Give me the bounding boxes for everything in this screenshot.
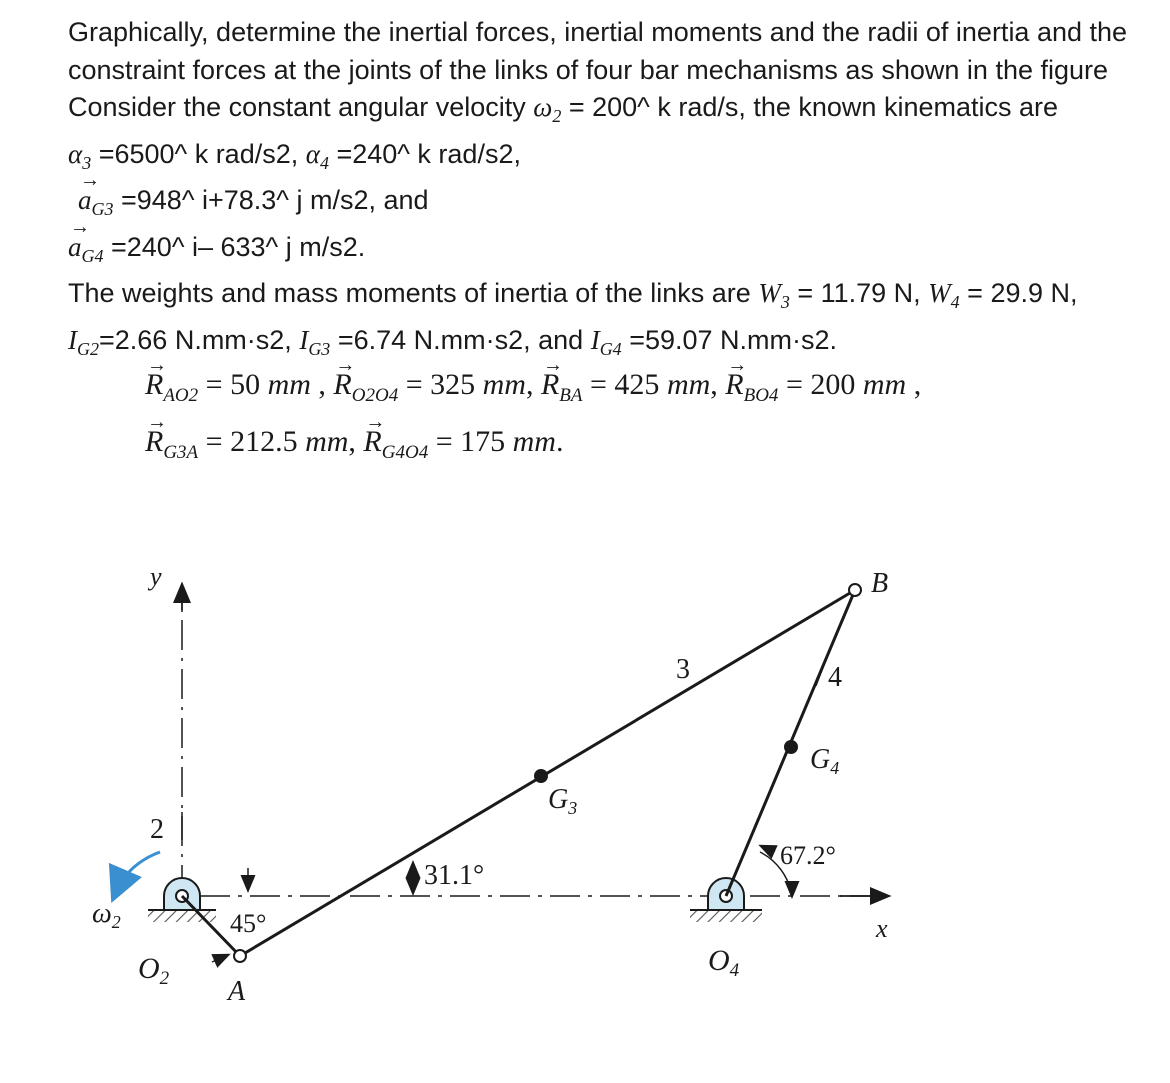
link-3 — [240, 590, 855, 956]
ground-o4 — [690, 910, 762, 922]
dim-r-g4o4: → $R_{G4O4} = 175$ mm. — [363, 425, 563, 458]
pivot-o2 — [164, 878, 200, 910]
g3-label: $G_3$ — [548, 784, 578, 818]
dim-r-ba: → $R_{BA} = 425$ mm, — [541, 368, 725, 401]
link-3-label: 3 — [676, 654, 690, 685]
omega-label: $\omega_2$ — [92, 898, 121, 932]
omega-arrow-icon — [116, 852, 160, 892]
dim-r-ao2: → $R_{AO2} = 50$ mm , — [145, 368, 333, 401]
angular-velocity-line: Consider the constant angular velocity $\omega_2$ = 200^ k rad/s, the known kinematics are — [68, 92, 1059, 126]
properties-line: The weights and mass moments of inertia of the links are $W_3 = 11.79$ N, $W_4 = 29.9$ N, $I_{G2}=2.66$ N.mm·s2, $I_{G3} =6.74$ N.mm·s2, and $I_{G4} =59.07$ N.mm·s2. — [68, 278, 1078, 359]
center-of-mass-g4 — [784, 740, 798, 754]
four-bar-mechanism-figure — [0, 540, 1170, 1080]
dim-r-g3a: → $R_{G3A} = 212.5$ mm, — [145, 425, 363, 458]
o4-label: $O_4$ — [708, 944, 740, 981]
g4-label: $G_4$ — [810, 744, 840, 778]
link-dimensions — [145, 362, 1155, 476]
o2-label: $O_2$ — [138, 952, 170, 989]
y-axis-label: y — [150, 562, 162, 591]
svg-text:45°: 45° — [230, 909, 267, 938]
angle-45-annotation — [212, 868, 266, 962]
angular-acceleration-line: $\alpha_3$ =6500^ k rad/s2, $\alpha_4$ =240^ k rad/s2, — [68, 138, 521, 173]
dimensions-line-1 — [145, 362, 1155, 419]
link-4-label: 4 — [828, 662, 842, 693]
b-label: B — [871, 568, 889, 599]
svg-text:31.1°: 31.1° — [424, 860, 485, 891]
problem-intro: Graphically, determine the inertial forces, inertial moments and the radii of inertia and the constraint forces at the joints of the links of four bar mechanisms as shown in the figure — [68, 17, 1128, 85]
x-axis-label: x — [876, 914, 888, 943]
acceleration-g3-line: → $a_{G3}$ =948^ i+78.3^ j m/s2, and — [68, 182, 1148, 229]
dimensions-line-2 — [145, 419, 1155, 476]
joint-a — [234, 950, 246, 962]
y-axis — [147, 562, 182, 895]
a-label: A — [228, 976, 246, 1007]
angle-67-annotation — [760, 841, 836, 896]
center-of-mass-g3 — [534, 769, 548, 783]
link-2-label: 2 — [150, 814, 164, 845]
acceleration-g4-line: → $a_{G4}$ =240^ i– 633^ j m/s2. — [68, 229, 1148, 276]
svg-text:67.2°: 67.2° — [780, 841, 836, 870]
dim-r-o2o4: → $R_{O2O4} = 325$ mm, — [333, 368, 541, 401]
joint-b — [849, 584, 861, 596]
dim-r-bo4: → $R_{BO4} = 200$ mm , — [725, 368, 921, 401]
problem-statement — [68, 14, 1148, 368]
angle-31-annotation — [413, 860, 484, 893]
